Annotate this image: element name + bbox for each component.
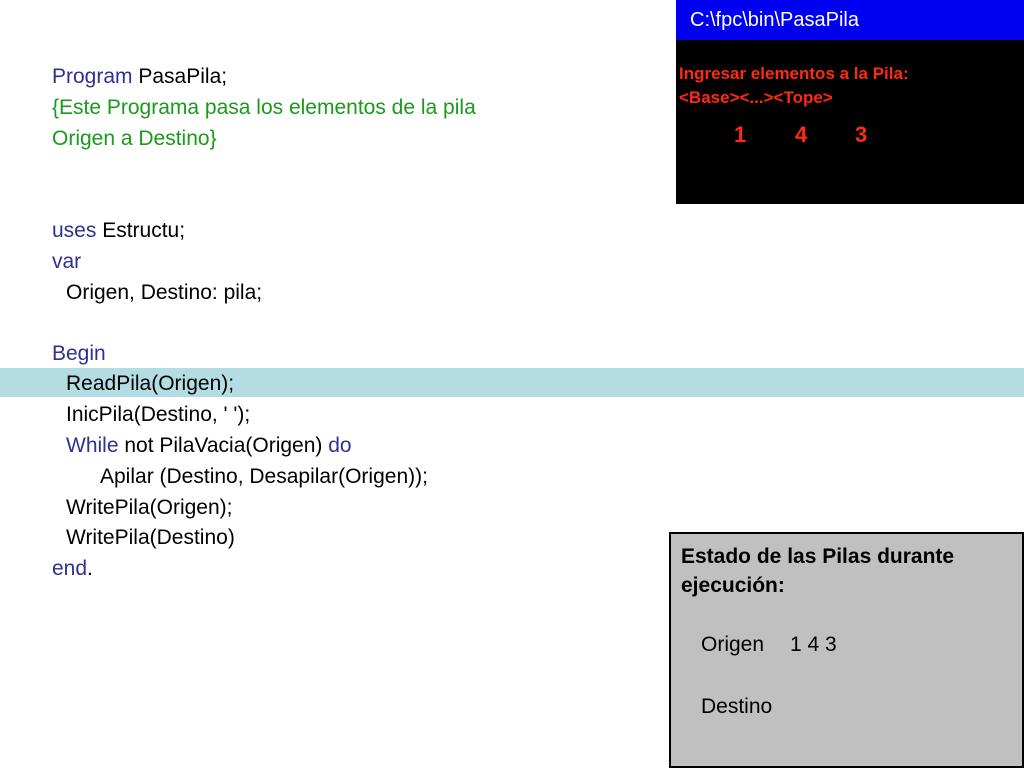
stack-destino-label: Destino (701, 695, 773, 718)
code-line-apilar: Apilar (Destino, Desapilar(Origen)); (100, 465, 428, 488)
end-dot: . (87, 557, 93, 580)
console-value: 4 (795, 122, 808, 147)
stack-origen-value: 1 4 3 (790, 633, 837, 656)
uses-unit: Estructu; (102, 219, 186, 242)
console-title-bar[interactable] (676, 0, 1024, 40)
while-condition: not PilaVacia(Origen) (124, 434, 323, 457)
code-line-write-origen: WritePila(Origen); (66, 496, 233, 519)
code-line-readpila: ReadPila(Origen); (66, 372, 235, 395)
program-name: PasaPila; (138, 65, 228, 88)
keyword-do: do (328, 434, 352, 457)
code-line-uses (52, 215, 185, 246)
keyword-uses: uses (52, 219, 97, 242)
code-line-end (52, 553, 93, 584)
console-window (676, 0, 1024, 204)
stack-state-title: Estado de las Pilas durante ejecución: (681, 545, 955, 597)
console-title: C:\fpc\bin\PasaPila (690, 9, 859, 31)
stack-state-box (669, 532, 1024, 768)
console-value: 1 (734, 122, 747, 147)
keyword-begin: Begin (52, 342, 106, 365)
console-values-row (676, 120, 1024, 150)
code-comment-line1: {Este Programa pasa los elementos de la pila (52, 96, 476, 119)
keyword-program: Program (52, 65, 133, 88)
code-line-inicpila: InicPila(Destino, ' '); (66, 403, 251, 426)
console-prompt-line1: Ingresar elementos a la Pila: (679, 64, 909, 83)
code-line-program (52, 61, 227, 92)
stack-origen-label: Origen (701, 633, 765, 656)
stack-row-origen (701, 631, 837, 659)
code-comment-line2: Origen a Destino} (52, 127, 217, 150)
console-prompt (679, 62, 909, 110)
code-line-var-decl: Origen, Destino: pila; (66, 281, 263, 304)
code-line-write-destino: WritePila(Destino) (66, 526, 235, 549)
keyword-while: While (66, 434, 119, 457)
console-prompt-line2: <Base><...><Tope> (679, 88, 833, 107)
console-value: 3 (855, 122, 868, 147)
code-line-while (66, 430, 352, 461)
keyword-var: var (52, 250, 82, 273)
keyword-end: end (52, 557, 88, 580)
stack-row-destino (701, 693, 798, 721)
